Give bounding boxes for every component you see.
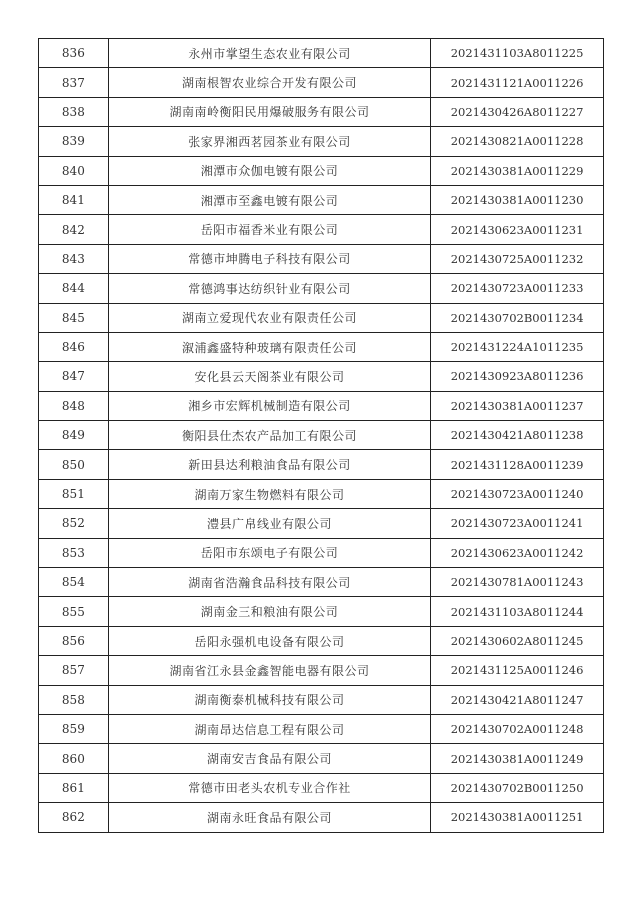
company-name: 常德市坤腾电子科技有限公司 xyxy=(108,244,430,273)
table-row xyxy=(39,215,604,244)
row-number: 846 xyxy=(39,332,109,361)
table-row xyxy=(39,391,604,420)
table-row xyxy=(39,744,604,773)
company-name: 湖南南岭衡阳民用爆破服务有限公司 xyxy=(108,97,430,126)
row-number: 847 xyxy=(39,362,109,391)
row-number: 862 xyxy=(39,803,109,832)
row-number: 859 xyxy=(39,714,109,743)
company-name: 岳阳市福香米业有限公司 xyxy=(108,215,430,244)
registration-code: 2021430426A8011227 xyxy=(431,97,604,126)
registration-code: 2021430623A0011242 xyxy=(431,538,604,567)
registration-code: 2021430723A0011240 xyxy=(431,479,604,508)
table-row xyxy=(39,450,604,479)
company-table xyxy=(38,38,604,833)
row-number: 851 xyxy=(39,479,109,508)
company-name: 溆浦鑫盛特种玻璃有限责任公司 xyxy=(108,332,430,361)
row-number: 850 xyxy=(39,450,109,479)
company-name: 湘潭市众伽电镀有限公司 xyxy=(108,156,430,185)
table-row xyxy=(39,68,604,97)
table-row xyxy=(39,714,604,743)
registration-code: 2021430421A8011238 xyxy=(431,421,604,450)
company-name: 湖南安吉食品有限公司 xyxy=(108,744,430,773)
company-name: 湖南省浩瀚食品科技有限公司 xyxy=(108,568,430,597)
table-row xyxy=(39,244,604,273)
company-name: 湖南衡泰机械科技有限公司 xyxy=(108,685,430,714)
table-row xyxy=(39,656,604,685)
row-number: 841 xyxy=(39,185,109,214)
table-row xyxy=(39,185,604,214)
table-row xyxy=(39,773,604,802)
registration-code: 2021430381A0011237 xyxy=(431,391,604,420)
company-name: 岳阳市东颂电子有限公司 xyxy=(108,538,430,567)
company-name: 湖南万家生物燃料有限公司 xyxy=(108,479,430,508)
table-row xyxy=(39,156,604,185)
row-number: 843 xyxy=(39,244,109,273)
registration-code: 2021430623A0011231 xyxy=(431,215,604,244)
table-row xyxy=(39,127,604,156)
registration-code: 2021430421A8011247 xyxy=(431,685,604,714)
registration-code: 2021431224A1011235 xyxy=(431,332,604,361)
registration-code: 2021431103A8011225 xyxy=(431,39,604,68)
table-row xyxy=(39,421,604,450)
registration-code: 2021430723A0011241 xyxy=(431,509,604,538)
company-name: 湖南立爱现代农业有限责任公司 xyxy=(108,303,430,332)
registration-code: 2021430381A0011249 xyxy=(431,744,604,773)
registration-code: 2021430702B0011250 xyxy=(431,773,604,802)
table-row xyxy=(39,362,604,391)
table-row xyxy=(39,509,604,538)
row-number: 840 xyxy=(39,156,109,185)
company-name: 湘乡市宏辉机械制造有限公司 xyxy=(108,391,430,420)
registration-code: 2021430381A0011229 xyxy=(431,156,604,185)
row-number: 854 xyxy=(39,568,109,597)
row-number: 858 xyxy=(39,685,109,714)
row-number: 838 xyxy=(39,97,109,126)
registration-code: 2021430381A0011251 xyxy=(431,803,604,832)
table-row xyxy=(39,274,604,303)
company-name: 湘潭市至鑫电镀有限公司 xyxy=(108,185,430,214)
row-number: 853 xyxy=(39,538,109,567)
table-row xyxy=(39,685,604,714)
row-number: 848 xyxy=(39,391,109,420)
row-number: 836 xyxy=(39,39,109,68)
registration-code: 2021431128A0011239 xyxy=(431,450,604,479)
table-row xyxy=(39,332,604,361)
company-name: 湖南昂达信息工程有限公司 xyxy=(108,714,430,743)
registration-code: 2021430725A0011232 xyxy=(431,244,604,273)
registration-code: 2021430923A8011236 xyxy=(431,362,604,391)
company-name: 岳阳永强机电设备有限公司 xyxy=(108,626,430,655)
table-row xyxy=(39,538,604,567)
row-number: 857 xyxy=(39,656,109,685)
row-number: 837 xyxy=(39,68,109,97)
table-row xyxy=(39,303,604,332)
company-name: 湖南省江永县金鑫智能电器有限公司 xyxy=(108,656,430,685)
registration-code: 2021430723A0011233 xyxy=(431,274,604,303)
company-name: 衡阳县仕杰农产品加工有限公司 xyxy=(108,421,430,450)
registration-code: 2021430702B0011234 xyxy=(431,303,604,332)
registration-code: 2021431103A8011244 xyxy=(431,597,604,626)
registration-code: 2021431121A0011226 xyxy=(431,68,604,97)
company-name: 澧县广帛线业有限公司 xyxy=(108,509,430,538)
row-number: 839 xyxy=(39,127,109,156)
company-name: 安化县云天阁茶业有限公司 xyxy=(108,362,430,391)
row-number: 856 xyxy=(39,626,109,655)
row-number: 861 xyxy=(39,773,109,802)
row-number: 845 xyxy=(39,303,109,332)
table-body xyxy=(39,39,604,833)
company-name: 常德鸿事达纺织针业有限公司 xyxy=(108,274,430,303)
company-name: 湖南根智农业综合开发有限公司 xyxy=(108,68,430,97)
row-number: 855 xyxy=(39,597,109,626)
table-row xyxy=(39,597,604,626)
registration-code: 2021431125A0011246 xyxy=(431,656,604,685)
table-row xyxy=(39,39,604,68)
company-name: 永州市掌望生态农业有限公司 xyxy=(108,39,430,68)
company-name: 湖南永旺食品有限公司 xyxy=(108,803,430,832)
registration-code: 2021430781A0011243 xyxy=(431,568,604,597)
row-number: 842 xyxy=(39,215,109,244)
table-row xyxy=(39,479,604,508)
table-row xyxy=(39,803,604,832)
company-name: 常德市田老头农机专业合作社 xyxy=(108,773,430,802)
registration-code: 2021430602A8011245 xyxy=(431,626,604,655)
row-number: 844 xyxy=(39,274,109,303)
row-number: 852 xyxy=(39,509,109,538)
company-name: 张家界湘西茗园茶业有限公司 xyxy=(108,127,430,156)
table-row xyxy=(39,97,604,126)
table-row xyxy=(39,568,604,597)
row-number: 860 xyxy=(39,744,109,773)
registration-code: 2021430381A0011230 xyxy=(431,185,604,214)
table-row xyxy=(39,626,604,655)
company-name: 新田县达利粮油食品有限公司 xyxy=(108,450,430,479)
row-number: 849 xyxy=(39,421,109,450)
registration-code: 2021430702A0011248 xyxy=(431,714,604,743)
company-name: 湖南金三和粮油有限公司 xyxy=(108,597,430,626)
registration-code: 2021430821A0011228 xyxy=(431,127,604,156)
